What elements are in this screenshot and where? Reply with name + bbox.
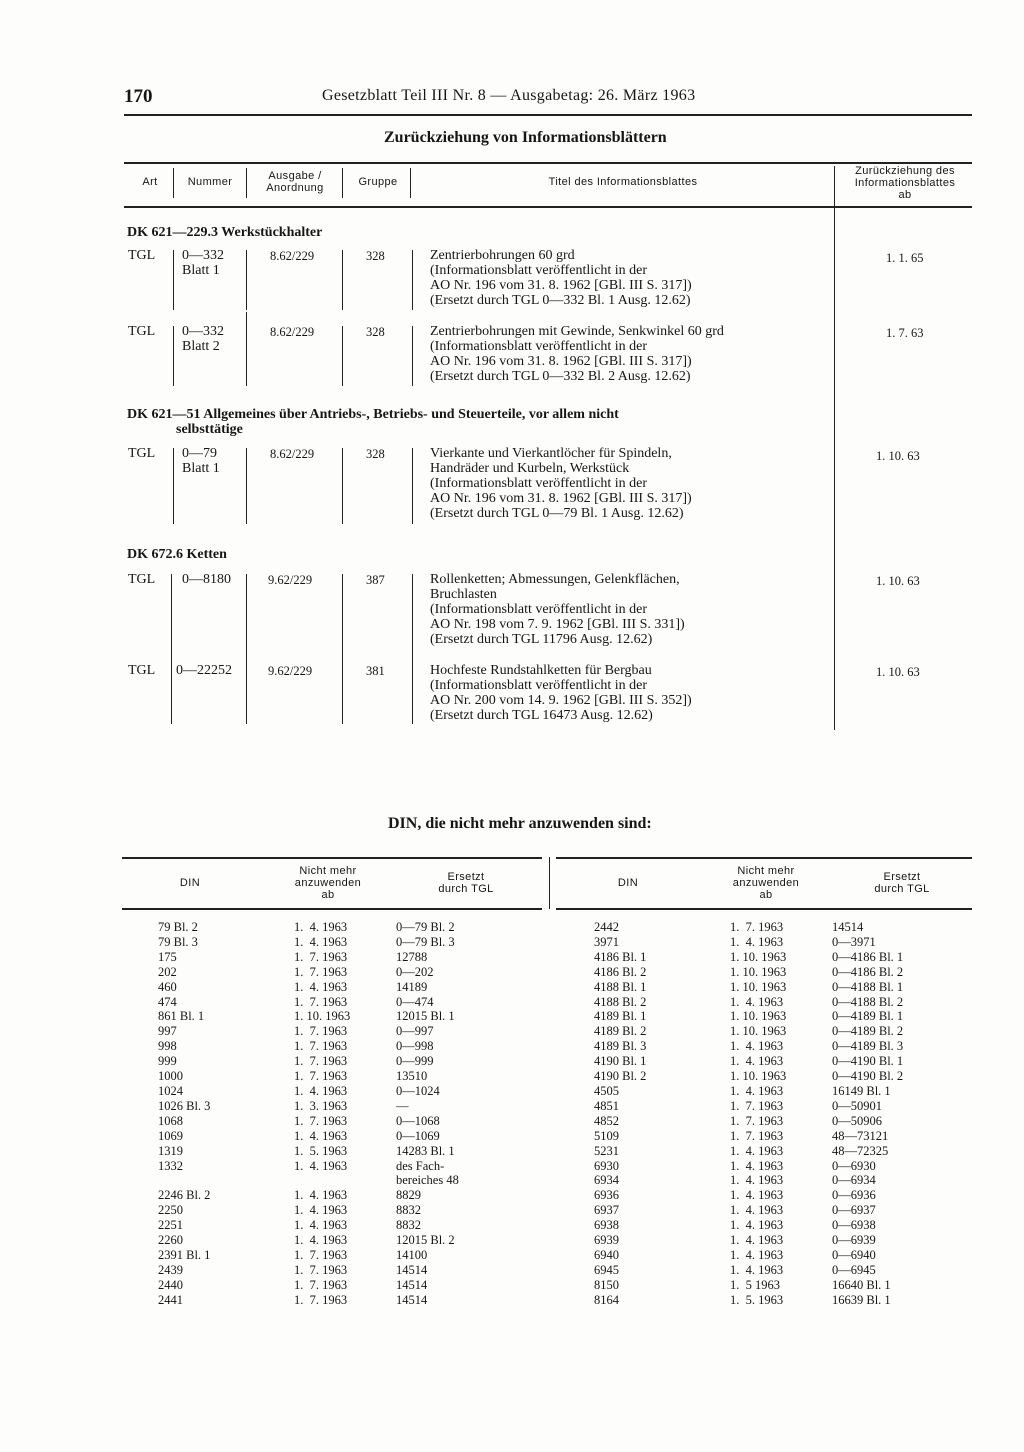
row-sep bbox=[342, 448, 343, 524]
table-top-rule bbox=[124, 162, 972, 164]
din-left-ersetzt: 0—79 Bl. 2 0—79 Bl. 3 12788 0—202 14189 0—474 12015 Bl. 1 0—997 0—998 0—999 13510 0—1024 — 0—1068 0—1069 14283 Bl. 1 des Fach- bereiches 48 8829 8832 8832 12015 Bl. 2 14100 14514 14514 14514 bbox=[396, 920, 459, 1307]
din-left-numbers: 79 Bl. 2 79 Bl. 3 175 202 460 474 861 Bl. 1 997 998 999 1000 1024 1026 Bl. 3 1068 1069 1319 1332 2246 Bl. 2 2250 2251 2260 2391 Bl. 1 2439 2440 2441 bbox=[158, 920, 211, 1307]
col-sep bbox=[342, 168, 343, 198]
row-sep bbox=[412, 574, 413, 724]
cell-art: TGL bbox=[128, 446, 156, 461]
col-sep bbox=[173, 168, 174, 198]
row-sep bbox=[246, 250, 247, 310]
row-sep bbox=[246, 448, 247, 524]
col-sep bbox=[410, 168, 411, 198]
cell-gruppe: 328 bbox=[366, 249, 385, 263]
row-sep bbox=[412, 326, 413, 386]
col-sep-right bbox=[834, 166, 835, 730]
din-colhead-din: DIN bbox=[179, 877, 201, 889]
cell-titel: Zentrierbohrungen mit Gewinde, Senkwinkel 60 grd (Informationsblatt veröffentlicht in der AO Nr. 196 vom 31. 8. 1962 [GBl. III S. 317]) (Ersetzt durch TGL 0—332 Bl. 2 Ausg. 12.62) bbox=[430, 324, 724, 384]
cell-ab: 1. 10. 63 bbox=[876, 449, 920, 463]
cell-ab: 1. 7. 63 bbox=[886, 326, 924, 340]
din-top-rule-left bbox=[122, 857, 542, 859]
row-sep bbox=[412, 448, 413, 524]
table-head-rule bbox=[124, 206, 972, 208]
group-heading: DK 621—229.3 Werkstückhalter bbox=[127, 225, 323, 240]
cell-art: TGL bbox=[128, 248, 156, 263]
cell-nummer: 0—332 Blatt 2 bbox=[182, 324, 224, 354]
colhead-nummer: Nummer bbox=[187, 176, 233, 188]
din-colhead-ersetzt: Ersetzt durch TGL bbox=[438, 871, 494, 895]
row-sep bbox=[412, 250, 413, 310]
cell-nummer: 0—8180 bbox=[182, 572, 231, 587]
group-heading: DK 621—51 Allgemeines über Antriebs-, Betriebs- und Steuerteile, vor allem nicht bbox=[127, 407, 619, 422]
din-colhead-ab: Nicht mehr anzuwenden ab bbox=[732, 865, 800, 901]
cell-gruppe: 328 bbox=[366, 447, 385, 461]
row-sep bbox=[173, 448, 174, 524]
row-sep bbox=[342, 574, 343, 724]
din-right-numbers: 2442 3971 4186 Bl. 1 4186 Bl. 2 4188 Bl. 1 4188 Bl. 2 4189 Bl. 1 4189 Bl. 2 4189 Bl. 3 4190 Bl. 1 4190 Bl. 2 4505 4851 4852 5109 5231 6930 6934 6936 6937 6938 6939 6940 6945 8150 8164 bbox=[594, 920, 647, 1307]
cell-art: TGL bbox=[128, 324, 156, 339]
col-sep bbox=[246, 168, 247, 198]
din-split bbox=[549, 857, 550, 909]
cell-nummer: 0—332 Blatt 1 bbox=[182, 248, 224, 278]
cell-nummer: 0—22252 bbox=[176, 663, 232, 678]
din-right-ab: 1. 7. 1963 1. 4. 1963 1. 10. 1963 1. 10. 1963 1. 10. 1963 1. 4. 1963 1. 10. 1963 1. 10. 1963 1. 4. 1963 1. 4. 1963 1. 10. 1963 1. 4. 1963 1. 7. 1963 1. 7. 1963 1. 7. 1963 1. 4. 1963 1. 4. 1963 1. 4. 1963 1. 4. 1963 1. 4. 1963 1. 4. 1963 1. 4. 1963 1. 4. 1963 1. 4. 1963 1. 5 1963 1. 5. 1963 bbox=[730, 920, 787, 1307]
cell-ab: 1. 10. 63 bbox=[876, 665, 920, 679]
din-colhead-ab: Nicht mehr anzuwenden ab bbox=[294, 865, 362, 901]
colhead-ausgabe: Ausgabe / Anordnung bbox=[266, 170, 324, 194]
cell-ausgabe: 9.62/229 bbox=[268, 573, 313, 587]
din-left-ab: 1. 4. 1963 1. 4. 1963 1. 7. 1963 1. 7. 1963 1. 4. 1963 1. 7. 1963 1. 10. 1963 1. 7. 1963 1. 7. 1963 1. 7. 1963 1. 7. 1963 1. 4. 1963 1. 3. 1963 1. 7. 1963 1. 4. 1963 1. 5. 1963 1. 4. 1963 1. 4. 1963 1. 4. 1963 1. 4. 1963 1. 4. 1963 1. 7. 1963 1. 7. 1963 1. 7. 1963 1. 7. 1963 bbox=[294, 920, 351, 1307]
cell-art: TGL bbox=[128, 663, 156, 678]
cell-ausgabe: 9.62/229 bbox=[268, 664, 313, 678]
cell-titel: Hochfeste Rundstahlketten für Bergbau (Informationsblatt veröffentlicht in der AO Nr. 200 vom 14. 9. 1962 [GBl. III S. 352]) (Ersetzt durch TGL 16473 Ausg. 12.62) bbox=[430, 663, 692, 723]
row-sep bbox=[173, 326, 174, 386]
row-sep bbox=[342, 326, 343, 386]
cell-ab: 1. 1. 65 bbox=[886, 251, 924, 265]
section2-title: DIN, die nicht mehr anzuwenden sind: bbox=[388, 815, 652, 832]
din-top-rule-right bbox=[556, 857, 972, 859]
cell-ausgabe: 8.62/229 bbox=[270, 249, 315, 263]
row-sep bbox=[171, 574, 172, 724]
cell-gruppe: 381 bbox=[366, 664, 385, 678]
row-sep bbox=[342, 250, 343, 310]
cell-ab: 1. 10. 63 bbox=[876, 574, 920, 588]
cell-gruppe: 328 bbox=[366, 325, 385, 339]
cell-titel: Vierkante und Vierkantlöcher für Spindeln, Handräder und Kurbeln, Werkstück (Informationsblatt veröffentlicht in der AO Nr. 196 vom 31. 8. 1962 [GBl. III S. 317]) (Ersetzt durch TGL 0—79 Bl. 1 Ausg. 12.62) bbox=[430, 446, 692, 521]
din-head-rule-right bbox=[556, 908, 972, 910]
row-sep bbox=[246, 312, 247, 386]
group-heading-cont: selbsttätige bbox=[176, 422, 243, 437]
cell-titel: Zentrierbohrungen 60 grd (Informationsblatt veröffentlicht in der AO Nr. 196 vom 31. 8. 1962 [GBl. III S. 317]) (Ersetzt durch TGL 0—332 Bl. 1 Ausg. 12.62) bbox=[430, 248, 692, 308]
colhead-art: Art bbox=[142, 176, 158, 188]
header-title: Gesetzblatt Teil III Nr. 8 — Ausgabetag: 26. März 1963 bbox=[322, 87, 696, 104]
cell-ausgabe: 8.62/229 bbox=[270, 325, 315, 339]
row-sep bbox=[246, 574, 247, 724]
cell-nummer: 0—79 Blatt 1 bbox=[182, 446, 220, 476]
header-rule bbox=[124, 114, 972, 116]
cell-art: TGL bbox=[128, 572, 156, 587]
cell-ausgabe: 8.62/229 bbox=[270, 447, 315, 461]
page-number: 170 bbox=[124, 86, 153, 107]
colhead-gruppe: Gruppe bbox=[358, 176, 398, 188]
din-colhead-din: DIN bbox=[617, 877, 639, 889]
din-head-rule-left bbox=[122, 908, 542, 910]
cell-titel: Rollenketten; Abmessungen, Gelenkflächen, Bruchlasten (Informationsblatt veröffentlicht in der AO Nr. 198 vom 7. 9. 1962 [GBl. III S. 331]) (Ersetzt durch TGL 11796 Ausg. 12.62) bbox=[430, 572, 685, 647]
cell-gruppe: 387 bbox=[366, 573, 385, 587]
din-right-ersetzt: 14514 0—3971 0—4186 Bl. 1 0—4186 Bl. 2 0—4188 Bl. 1 0—4188 Bl. 2 0—4189 Bl. 1 0—4189 Bl. 2 0—4189 Bl. 3 0—4190 Bl. 1 0—4190 Bl. 2 16149 Bl. 1 0—50901 0—50906 48—73121 48—72325 0—6930 0—6934 0—6936 0—6937 0—6938 0—6939 0—6940 0—6945 16640 Bl. 1 16639 Bl. 1 bbox=[832, 920, 904, 1307]
section1-title: Zurückziehung von Informationsblättern bbox=[384, 129, 667, 146]
din-colhead-ersetzt: Ersetzt durch TGL bbox=[874, 871, 930, 895]
group-heading: DK 672.6 Ketten bbox=[127, 547, 227, 562]
row-sep bbox=[173, 250, 174, 310]
page-header bbox=[0, 0, 1024, 120]
colhead-titel: Titel des Informationsblattes bbox=[548, 176, 698, 188]
colhead-zurueckziehung: Zurückziehung des Informationsblattes ab bbox=[854, 165, 956, 201]
